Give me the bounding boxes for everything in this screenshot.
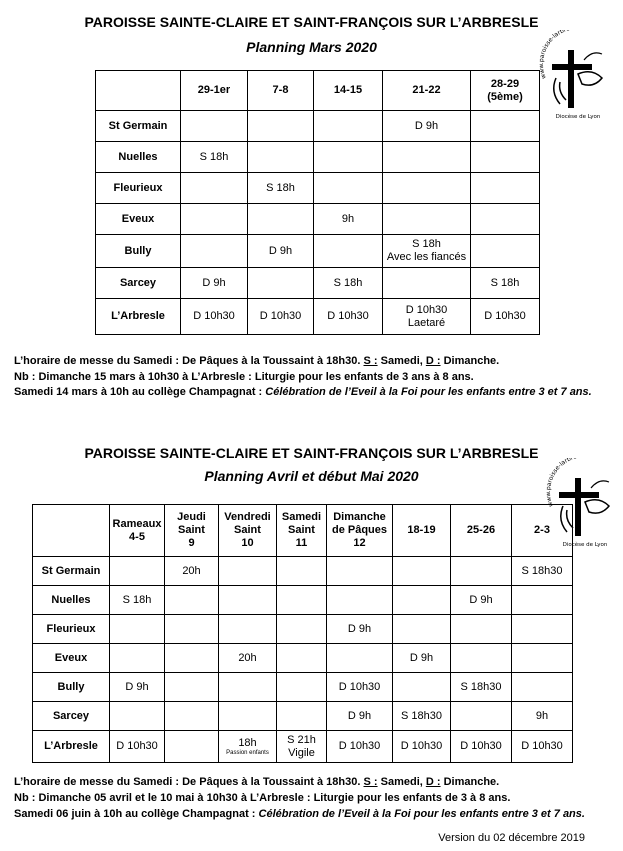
schedule-cell xyxy=(471,204,540,235)
logo-diocese-text: Diocèse de Lyon xyxy=(562,542,608,548)
column-header: 2-3 xyxy=(512,505,573,557)
schedule-cell xyxy=(383,173,471,204)
schedule-cell xyxy=(314,173,383,204)
schedule-cell: D 9h xyxy=(327,702,393,731)
schedule-cell xyxy=(248,268,314,299)
schedule-cell xyxy=(327,644,393,673)
schedule-cell: D 10h30 Laetaré xyxy=(383,299,471,335)
schedule-cell: D 10h30 xyxy=(393,731,451,763)
row-header-nuelles: Nuelles xyxy=(33,586,110,615)
version-note: Version du 02 décembre 2019 xyxy=(438,832,585,844)
section2-subtitle: Planning Avril et début Mai 2020 xyxy=(204,468,419,484)
row-header-nuelles: Nuelles xyxy=(96,142,181,173)
table-row xyxy=(33,731,573,763)
schedule-cell: S 18h30 xyxy=(393,702,451,731)
schedule-cell xyxy=(471,111,540,142)
row-header-sarcey: Sarcey xyxy=(33,702,110,731)
schedule-cell: D 9h xyxy=(181,268,248,299)
svg-text:www.paroisse-larbresle.fr xyxy=(545,458,593,508)
schedule-cell: D 10h30 xyxy=(512,731,573,763)
schedule-cell xyxy=(383,268,471,299)
schedule-cell xyxy=(393,586,451,615)
table-row xyxy=(33,673,573,702)
schedule-cell: D 10h30 xyxy=(181,299,248,335)
passion-enfants-note: Passion enfants xyxy=(226,749,269,756)
schedule-cell xyxy=(327,586,393,615)
schedule-cell xyxy=(219,557,277,586)
schedule-cell: 20h xyxy=(219,644,277,673)
column-header: Vendredi Saint 10 xyxy=(219,505,277,557)
column-header: 7-8 xyxy=(248,71,314,111)
svg-text:www.paroisse-larbresle.fr xyxy=(538,30,586,80)
row-header-bully: Bully xyxy=(33,673,110,702)
schedule-cell xyxy=(165,615,219,644)
schedule-cell xyxy=(393,557,451,586)
schedule-cell xyxy=(277,702,327,731)
schedule-cell xyxy=(471,235,540,268)
schedule-cell: 9h xyxy=(512,702,573,731)
schedule-cell xyxy=(451,557,512,586)
schedule-cell xyxy=(110,702,165,731)
section1-subtitle: Planning Mars 2020 xyxy=(246,39,377,55)
table-row xyxy=(33,557,573,586)
schedule-cell xyxy=(248,111,314,142)
logo-diocese-text: Diocèse de Lyon xyxy=(555,114,601,120)
schedule-cell xyxy=(181,173,248,204)
schedule-cell xyxy=(219,673,277,702)
schedule-cell xyxy=(383,204,471,235)
section2-title: PAROISSE SAINTE-CLAIRE ET SAINT-FRANÇOIS SUR L’ARBRESLE xyxy=(84,445,539,461)
schedule-cell xyxy=(181,111,248,142)
corner-cell xyxy=(96,71,181,111)
schedule-cell: S 18h xyxy=(248,173,314,204)
schedule-cell xyxy=(248,204,314,235)
schedule-cell xyxy=(314,142,383,173)
schedule-cell xyxy=(181,204,248,235)
table-row xyxy=(96,268,540,299)
schedule-cell xyxy=(277,644,327,673)
schedule-cell xyxy=(219,586,277,615)
schedule-cell xyxy=(219,702,277,731)
schedule-cell: S 18h30 xyxy=(512,557,573,586)
schedule-cell xyxy=(277,615,327,644)
schedule-cell: D 10h30 xyxy=(248,299,314,335)
schedule-cell xyxy=(165,586,219,615)
logo-url-text: www.paroisse-larbr xyxy=(538,30,568,80)
schedule-cell xyxy=(393,615,451,644)
section2-note-eveil: Samedi 06 juin à 10h au collège Champagnat : Célébration de l’Eveil à la Foi pour les enfants entre 3 et 7 ans. xyxy=(14,808,585,820)
schedule-cell xyxy=(277,673,327,702)
table-row xyxy=(33,586,573,615)
table-row xyxy=(33,615,573,644)
schedule-cell: 18h Passion enfants xyxy=(219,731,277,763)
schedule-cell xyxy=(277,557,327,586)
schedule-cell xyxy=(165,702,219,731)
schedule-cell xyxy=(327,557,393,586)
schedule-cell xyxy=(165,673,219,702)
schedule-cell: S 18h xyxy=(110,586,165,615)
schedule-cell xyxy=(512,586,573,615)
section1-note-eveil: Samedi 14 mars à 10h au collège Champagnat : Célébration de l’Eveil à la Foi pour les enfants entre 3 et 7 ans. xyxy=(14,386,592,398)
schedule-cell: 20h xyxy=(165,557,219,586)
schedule-cell: D 10h30 xyxy=(471,299,540,335)
table-row xyxy=(33,702,573,731)
table-row xyxy=(33,644,573,673)
schedule-cell xyxy=(451,702,512,731)
column-header: Dimanche de Pâques 12 xyxy=(327,505,393,557)
column-header: 21-22 xyxy=(383,71,471,111)
section2-note-saturday-schedule: L’horaire de messe du Samedi : De Pâques à la Toussaint à 18h30. S : Samedi, D : Dimanche. xyxy=(14,776,500,788)
table-row xyxy=(96,299,540,335)
schedule-cell xyxy=(383,142,471,173)
row-header-eveux: Eveux xyxy=(33,644,110,673)
schedule-cell xyxy=(512,615,573,644)
column-header: Rameaux 4-5 xyxy=(110,505,165,557)
schedule-cell xyxy=(248,142,314,173)
logo-url-text: www.paroisse-larbr xyxy=(545,458,575,508)
column-header-suffix: (5ème) xyxy=(487,90,523,103)
section2-note-liturgy: Nb : Dimanche 05 avril et le 10 mai à 10h30 à L’Arbresle : Liturgie pour les enfants de 3 à 8 ans. xyxy=(14,792,511,804)
table-row xyxy=(96,111,540,142)
parish-logo-top xyxy=(538,30,618,122)
schedule-cell xyxy=(165,644,219,673)
schedule-cell: D 10h30 xyxy=(327,673,393,702)
schedule-cell: S 18h xyxy=(314,268,383,299)
row-header-eveux: Eveux xyxy=(96,204,181,235)
table-row xyxy=(96,204,540,235)
schedule-cell: 9h xyxy=(314,204,383,235)
schedule-cell xyxy=(451,644,512,673)
schedule-cell: D 10h30 xyxy=(327,731,393,763)
table-row xyxy=(96,235,540,268)
row-header-sarcey: Sarcey xyxy=(96,268,181,299)
schedule-cell xyxy=(314,235,383,268)
schedule-cell: D 9h xyxy=(110,673,165,702)
column-header: 29-1er xyxy=(181,71,248,111)
schedule-cell xyxy=(219,615,277,644)
section1-note-saturday-schedule: L’horaire de messe du Samedi : De Pâques à la Toussaint à 18h30. S : Samedi, D : Dimanche. xyxy=(14,355,500,367)
corner-cell xyxy=(33,505,110,557)
schedule-cell: D 9h xyxy=(248,235,314,268)
row-header-larbresle: L’Arbresle xyxy=(96,299,181,335)
schedule-cell: S 18h xyxy=(471,268,540,299)
planning-avril-table xyxy=(32,504,573,763)
schedule-cell: D 10h30 xyxy=(314,299,383,335)
schedule-cell xyxy=(110,644,165,673)
schedule-cell: D 10h30 xyxy=(110,731,165,763)
schedule-cell xyxy=(393,673,451,702)
row-header-larbresle: L’Arbresle xyxy=(33,731,110,763)
column-header: 25-26 xyxy=(451,505,512,557)
schedule-cell xyxy=(110,615,165,644)
row-header-fleurieux: Fleurieux xyxy=(33,615,110,644)
row-header-bully: Bully xyxy=(96,235,181,268)
column-header: Samedi Saint 11 xyxy=(277,505,327,557)
schedule-cell xyxy=(512,673,573,702)
column-header: 14-15 xyxy=(314,71,383,111)
schedule-cell: S 18h Avec les fiancés xyxy=(383,235,471,268)
column-header: 18-19 xyxy=(393,505,451,557)
schedule-cell xyxy=(314,111,383,142)
schedule-cell: S 18h xyxy=(181,142,248,173)
section1-note-liturgy: Nb : Dimanche 15 mars à 10h30 à L’Arbresle : Liturgie pour les enfants de 3 ans à 8 ans. xyxy=(14,371,474,383)
table-row xyxy=(96,173,540,204)
schedule-cell: D 9h xyxy=(451,586,512,615)
schedule-cell: S 18h30 xyxy=(451,673,512,702)
row-header-stgermain: St Germain xyxy=(96,111,181,142)
schedule-cell xyxy=(110,557,165,586)
schedule-cell xyxy=(512,644,573,673)
section1-title: PAROISSE SAINTE-CLAIRE ET SAINT-FRANÇOIS SUR L’ARBRESLE xyxy=(84,14,539,30)
table-row xyxy=(96,142,540,173)
schedule-cell: D 9h xyxy=(393,644,451,673)
schedule-cell xyxy=(451,615,512,644)
schedule-cell xyxy=(471,142,540,173)
schedule-cell xyxy=(165,731,219,763)
schedule-cell: S 21h Vigile xyxy=(277,731,327,763)
row-header-stgermain: St Germain xyxy=(33,557,110,586)
schedule-cell: D 10h30 xyxy=(451,731,512,763)
schedule-cell xyxy=(181,235,248,268)
header-row xyxy=(33,505,573,557)
planning-mars-table xyxy=(95,70,540,335)
schedule-cell xyxy=(277,586,327,615)
column-header: Jeudi Saint 9 xyxy=(165,505,219,557)
schedule-cell: D 9h xyxy=(327,615,393,644)
header-row xyxy=(96,71,540,111)
row-header-fleurieux: Fleurieux xyxy=(96,173,181,204)
schedule-cell: D 9h xyxy=(383,111,471,142)
column-header: 28-29 (5ème) xyxy=(471,71,540,111)
schedule-cell xyxy=(471,173,540,204)
